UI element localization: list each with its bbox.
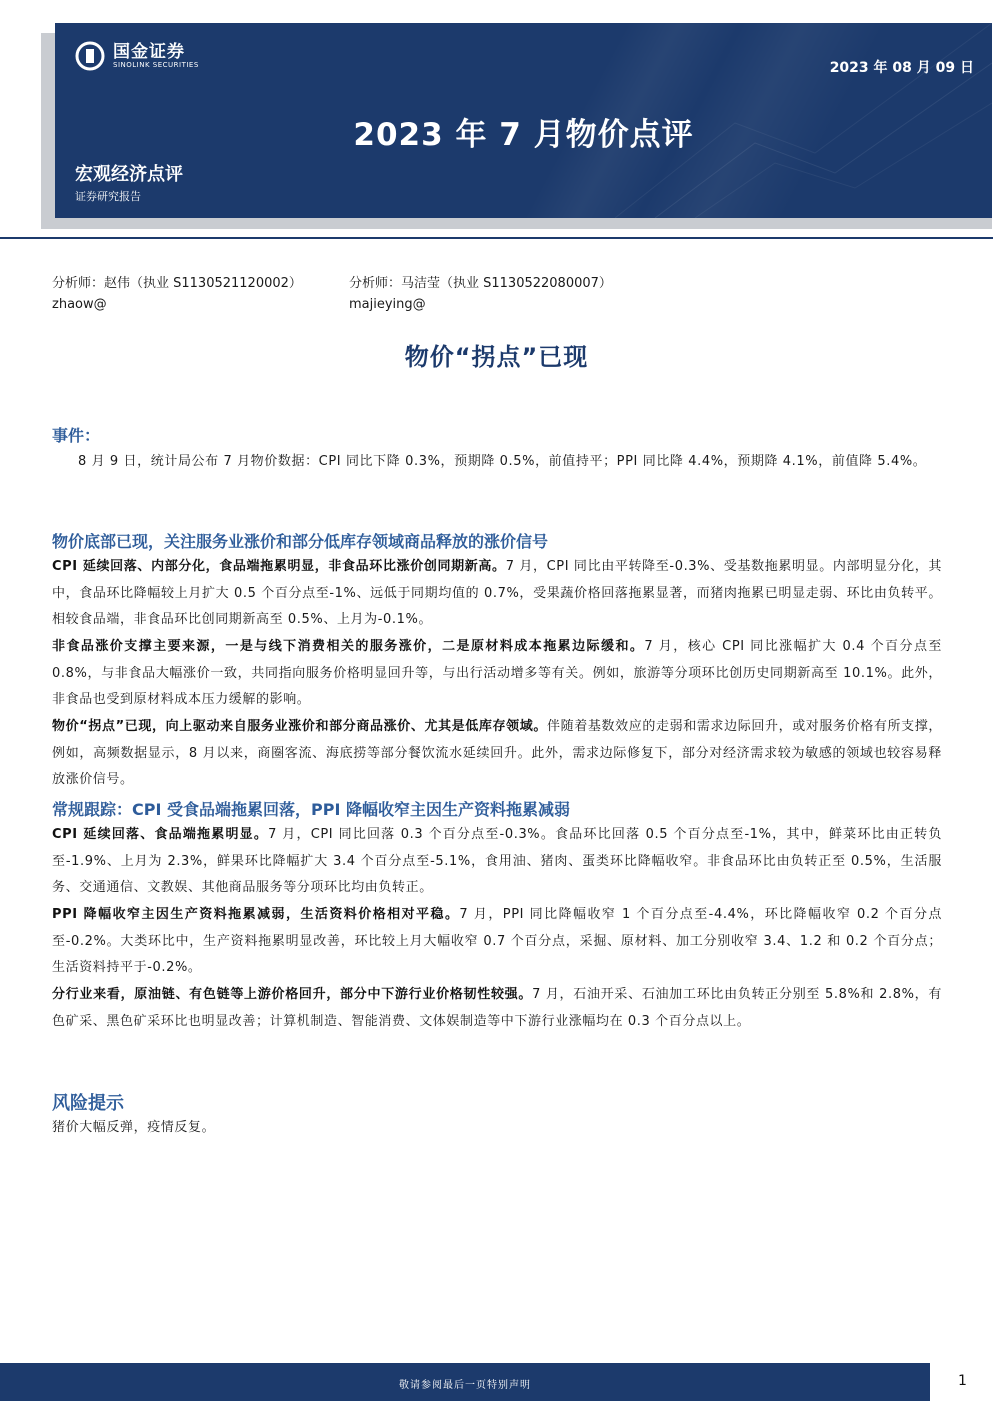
section-1-p3-lead: 物价“拐点”已现，向上驱动来自服务业涨价和部分商品涨价、尤其是低库存领域。 xyxy=(52,719,548,734)
report-title: 2023 年 7 月物价点评 xyxy=(353,117,694,153)
risk-text: 猪价大幅反弹，疫情反复。 xyxy=(52,1120,216,1135)
section-1-p1-lead: CPI 延续回落、内部分化，食品端拖累明显，非食品环比涨价创同期新高。 xyxy=(52,559,506,574)
report-header-banner xyxy=(55,23,992,218)
logo-name-en: SINOLINK SECURITIES xyxy=(113,60,199,69)
analyst-2-email: majieying@ xyxy=(349,297,426,312)
section-1-paragraph-2 xyxy=(52,634,942,714)
sinolink-logo-icon xyxy=(75,41,105,71)
section-1-paragraph-1 xyxy=(52,554,942,634)
report-date: 2023 年 08 月 09 日 xyxy=(829,60,974,76)
report-type: 证券研究报告 xyxy=(75,190,141,203)
section-2-p1-lead: CPI 延续回落、食品端拖累明显。 xyxy=(52,827,269,842)
section-1-p1-body: 7 月，CPI 同比由平转降至-0.3%、受基数拖累明显。内部明显分化，其中，食品环比降幅较上月扩大 0.5 个百分点至-1%、远低于同期均值的 0.7%，受果蔬价格回落拖累显著，而猪肉拖累已明显走弱、环比由负转平。相较食品端，非食品环比创同期新高至 0.5%、上月为-0.1%。 xyxy=(52,559,942,627)
analyst-2-name: 分析师：马洁莹（执业 S1130522080007） xyxy=(349,276,612,291)
section-1-paragraph-3 xyxy=(52,714,942,794)
event-heading: 事件： xyxy=(52,426,101,445)
section-2-paragraph-3 xyxy=(52,982,942,1035)
analyst-1 xyxy=(52,273,302,315)
section-2-paragraph-1 xyxy=(52,822,942,902)
section-2-p3-body: 7 月，石油开采、石油加工环比由负转正分别至 5.8%和 2.8%，有色矿采、黑色矿采环比也明显改善；计算机制造、智能消费、文体娱制造等中下游行业涨幅均在 0.3 个百分点以上。 xyxy=(52,987,942,1029)
section-1-p2-lead: 非食品涨价支撑主要来源，一是与线下消费相关的服务涨价，二是原材料成本拖累边际缓和。 xyxy=(52,639,645,654)
company-logo xyxy=(75,41,199,71)
document-title: 物价“拐点”已现 xyxy=(404,343,589,371)
section-1-heading: 物价底部已现，关注服务业涨价和部分低库存领域商品释放的涨价信号 xyxy=(52,532,549,551)
risk-heading: 风险提示 xyxy=(52,1093,124,1114)
logo-name-cn: 国金证券 xyxy=(113,41,185,62)
page-number: 1 xyxy=(958,1373,967,1389)
section-2-p3-lead: 分行业来看，原油链、有色链等上游价格回升，部分中下游行业价格韧性较强。 xyxy=(52,987,533,1002)
analyst-1-email: zhaow@ xyxy=(52,297,107,312)
section-2-p1-body: 7 月，CPI 同比回落 0.3 个百分点至-0.3%。食品环比回落 0.5 个百分点至-1%，其中，鲜菜环比由正转负至-1.9%、上月为 2.3%，鲜果环比降幅扩大 3.4 个百分点至-5.1%，食用油、猪肉、蛋类环比降幅收窄。非食品环比由负转正至 0.5%，生活服务、交通通信、文教娱、其他商品服务等分项环比均由负转正。 xyxy=(52,827,942,895)
analyst-1-name: 分析师：赵伟（执业 S1130521120002） xyxy=(52,276,302,291)
event-text: 8 月 9 日，统计局公布 7 月物价数据：CPI 同比下降 0.3%，预期降 0.5%，前值持平；PPI 同比降 4.4%，预期降 4.1%，前值降 5.4%。 xyxy=(78,454,927,469)
section-2-p2-lead: PPI 降幅收窄主因生产资料拖累减弱，生活资料价格相对平稳。 xyxy=(52,907,460,922)
section-2-p2-body: 7 月，PPI 同比降幅收窄 1 个百分点至-4.4%，环比降幅收窄 0.2 个百分点至-0.2%。大类环比中，生产资料拖累明显改善，环比较上月大幅收窄 0.7 个百分点，采掘、原材料、加工分别收窄 3.4、1.2 和 0.2 个百分点；生活资料持平于-0.2%。 xyxy=(52,907,943,975)
section-1-p2-body: 7 月，核心 CPI 同比涨幅扩大 0.4 个百分点至 0.8%，与非食品大幅涨价一致，共同指向服务价格明显回升等，与出行活动增多等有关。例如，旅游等分项环比创历史同期新高至 10.1%。此外，非食品也受到原材料成本压力缓解的影响。 xyxy=(52,639,942,707)
analyst-2 xyxy=(349,273,612,315)
header-divider xyxy=(0,237,993,239)
footer-disclaimer-note: 敬请参阅最后一页特别声明 xyxy=(399,1380,531,1391)
report-category: 宏观经济点评 xyxy=(75,164,183,185)
section-2-heading: 常规跟踪：CPI 受食品端拖累回落，PPI 降幅收窄主因生产资料拖累减弱 xyxy=(52,800,570,819)
section-1-p3-body: 伴随着基数效应的走弱和需求边际回升，或对服务价格有所支撑，例如，高频数据显示，8 月以来，商圈客流、海底捞等部分餐饮流水延续回升。此外，需求边际修复下，部分对经济需求较为敏感的领域也较容易释放涨价信号。 xyxy=(52,719,942,787)
section-2-paragraph-2 xyxy=(52,902,942,982)
